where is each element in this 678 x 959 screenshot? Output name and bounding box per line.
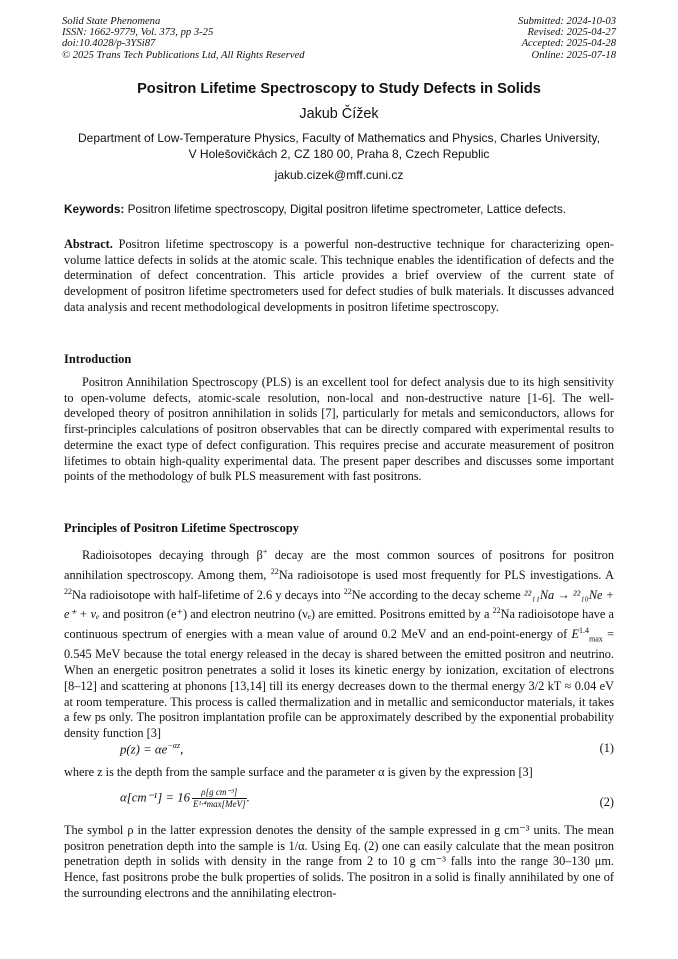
emax-superscript: 1.4 xyxy=(579,626,590,636)
online-date: Online: 2025-07-18 xyxy=(531,49,616,61)
text-span: Ne according to the decay scheme xyxy=(351,587,524,602)
section-heading-principles: Principles of Positron Lifetime Spectroscopy xyxy=(64,521,299,535)
principles-paragraph xyxy=(64,544,614,742)
affiliation xyxy=(40,131,638,162)
text-span: Radioisotopes decaying through β xyxy=(82,548,263,563)
abstract-text: Positron lifetime spectroscopy is a powerful non-destructive technique for characterizing open-volume lattice defects in solids at the atomic scale. This technique enables the identification of defects and the determination of defect concentration. This article provides a brief overview of the current state of development of positron lifetime spectrometers used for defect studies of bulk materials. It discusses advanced data analysis and recent methodological developments in positron lifetime spectroscopy. xyxy=(64,237,614,314)
journal-info xyxy=(62,16,305,61)
accepted-date: Accepted: 2025-04-28 xyxy=(521,38,616,50)
keywords xyxy=(64,202,624,216)
submitted-date: Submitted: 2024-10-03 xyxy=(518,16,616,27)
text-span: because the total energy released in the decay is shared between the emitted positron and neutrino. When an energetic positron penetrates a solid it loses its kinetic energy by ionization, excitation of electrons [8–12] and scattering at phonons [13,14] till its energy decreases down to the thermal energy 3/2 kT ≈ 0.04 eV at room temperature. This process is called thermalization and in metallic and semiconductor materials, it takes a few ps only. The positron implantation profile can be approximately described by the exponential probability density function [3] xyxy=(64,647,614,740)
equation-2-number: (2) xyxy=(599,795,614,809)
keywords-text: Positron lifetime spectroscopy, Digital positron lifetime spectrometer, Lattice defects. xyxy=(124,202,567,216)
journal-name: Solid State Phenomena xyxy=(62,16,161,27)
isotope-mass: 22 xyxy=(492,606,501,616)
text-span: Na radioisotope have a continuous spectrum of energies with a mean value of around 0.2 MeV and an end-point-energy of xyxy=(64,607,614,642)
author-email[interactable]: jakub.cizek@mff.cuni.cz xyxy=(274,168,404,182)
affiliation-line-1: Department of Low-Temperature Physics, Faculty of Mathematics and Physics, Charles University, xyxy=(78,131,600,145)
equation-1-tail: , xyxy=(180,742,184,757)
isotope-mass: 22 xyxy=(64,586,72,596)
isotope-mass: 22 xyxy=(270,566,279,576)
equation-1-body: p(z) = αe xyxy=(120,742,168,757)
author-name: Jakub Čížek xyxy=(299,106,379,122)
text-span: Na radioisotope is used most frequently for PLS investigations. A xyxy=(278,567,614,582)
affiliation-line-2: V Holešovičkách 2, CZ 180 00, Praha 8, Czech Republic xyxy=(188,146,490,161)
revised-date: Revised: 2025-04-27 xyxy=(527,27,616,39)
superscript: + xyxy=(262,547,268,556)
equation-2-fraction xyxy=(192,787,247,810)
keywords-label: Keywords: xyxy=(64,202,125,216)
where-line: where z is the depth from the sample surface and the parameter α is given by the expression [3] xyxy=(64,765,533,779)
density-paragraph: The symbol ρ in the latter expression denotes the density of the sample expressed in g cm⁻³ units. The mean positron penetration depth into the sample is 1/α. Using Eq. (2) one can easily calculate that the mean positron penetration depth in solids with density in the range from 2 to 10 g cm⁻³ falls into the range 30–130 μm. Hence, fast positrons probe the bulk properties of solids. The positron in a solid is finally annihilated by one of the surrounding electrons and the annihilating electron- xyxy=(64,823,614,900)
introduction-paragraph: Positron Annihilation Spectroscopy (PLS) is an excellent tool for defect analysis due to its high sensitivity to open-volume defects, atomic-scale resolution, non-local and non-destructive nature [1-6]. The well-developed theory of positron annihilation in solids [7], particularly for metals and semiconductors, allows for first-principles calculations of positron observables that can be directly compared with experimental results to determine the exact type of defect configuration. This requires precise and accurate measurement of positron lifetimes to obtain high-quality experimental data. The present paper describes and discusses some important points of the methodology of bulk PLS measurement with fast positrons. xyxy=(64,375,614,484)
equation-2-tail: . xyxy=(246,790,250,805)
issn: ISSN: 1662-9779, Vol. 373, pp 3-25 xyxy=(62,27,214,39)
publication-dates xyxy=(518,16,616,61)
text-span: decay are the most common sources of positrons for positron annihilation spectroscopy. Among them, xyxy=(64,548,614,582)
equation-2-denominator: E¹·⁴max[MeV] xyxy=(193,799,246,809)
abstract xyxy=(64,237,614,316)
equation-2-lhs: α[cm⁻¹] = 16 xyxy=(120,790,191,805)
section-heading-introduction: Introduction xyxy=(64,352,132,366)
abstract-label: Abstract. xyxy=(64,237,113,251)
doi[interactable]: doi:10.4028/p-3YSi87 xyxy=(62,38,156,50)
emax-value: = 0.545 MeV xyxy=(64,627,614,662)
equation-1 xyxy=(120,741,183,757)
isotope-mass: 22 xyxy=(343,586,352,596)
equation-2-numerator: ρ[g cm⁻³] xyxy=(192,787,247,799)
copyright: © 2025 Trans Tech Publications Ltd, All Rights Reserved xyxy=(62,49,305,61)
text-span: Na radioisotope with half-lifetime of 2.6 y decays into xyxy=(72,587,344,602)
decay-scheme: ²²₁₁Na → ²²₁₀Ne + e⁺ + νₑ xyxy=(64,587,614,622)
text-span: and positron (e⁺) and electron neutrino (νₑ) are emitted. Positrons emitted by a xyxy=(99,607,493,622)
emax-symbol: E xyxy=(571,627,580,642)
equation-1-number: (1) xyxy=(599,741,614,755)
emax-subscript: max xyxy=(589,634,603,644)
equation-2 xyxy=(120,787,250,810)
paper-title: Positron Lifetime Spectroscopy to Study Defects in Solids xyxy=(137,81,541,97)
equation-1-exponent: −αz xyxy=(167,741,181,750)
